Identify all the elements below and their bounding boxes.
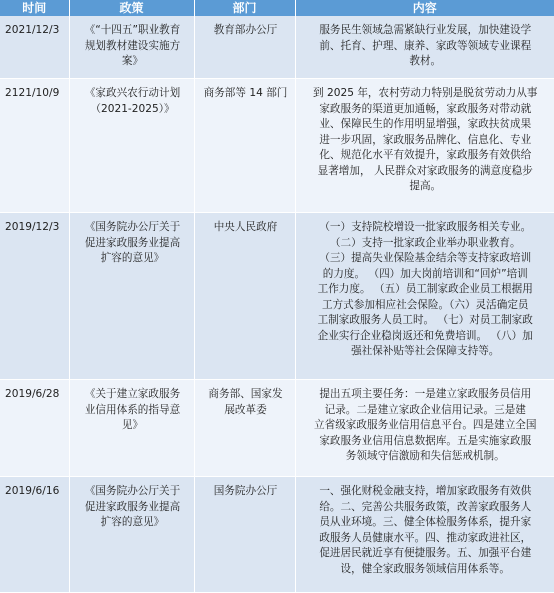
policy-line: 《国务院办公厅关于 — [84, 221, 181, 233]
header-content: 内容 — [295, 0, 554, 16]
content-line: 务领域守信激励和失信惩戒机制。 — [345, 450, 505, 462]
policy-line: 《国务院办公厅关于 — [84, 485, 181, 497]
content-line: 一、强化财税金融支持，增加家政服务有效供 — [319, 485, 532, 497]
content-line: 提出五项主要任务：一是建立家政服务员信用 — [319, 388, 532, 400]
content-line: 员从业环境。三、健全体检服务体系，提升家 — [319, 516, 532, 528]
cell-content — [295, 79, 554, 213]
content-line: 前、托育、护理、康养、家政等领域专业课程 — [319, 39, 532, 52]
header-department: 部门 — [194, 0, 295, 16]
content-line: （二）支持一批家政企业举办职业教育。 — [329, 236, 521, 249]
cell-department — [194, 380, 295, 477]
cell-policy — [69, 380, 194, 477]
cell-time: 2019/12/3 — [0, 213, 69, 380]
content-line: 显著增加， 人民群众对家政服务的满意度稳步 — [317, 164, 533, 177]
cell-time: 2121/10/9 — [0, 79, 69, 213]
content-line: （一）支持院校增设一批家政服务相关专业。 — [319, 221, 532, 233]
content-line: 提高。 — [409, 180, 442, 192]
content-line: 设，健全家政服务领域信用体系等。 — [340, 562, 510, 575]
table-row — [0, 380, 554, 477]
department-line: 教育部办公厅 — [213, 24, 278, 36]
cell-content — [295, 16, 554, 79]
policy-line: （2021-2025）》 — [90, 102, 175, 115]
policy-line: 促进家政服务业提高 — [84, 236, 181, 249]
cell-department — [194, 477, 295, 593]
content-line: 到 2025 年，农村劳动力特别是脱贫劳动力从事 — [313, 87, 538, 99]
department-line: 商务部、国家发 — [208, 388, 283, 400]
content-line: 教材。 — [409, 55, 442, 67]
table-row — [0, 213, 554, 380]
policy-line: 促进家政服务业提高 — [84, 500, 181, 513]
cell-time: 2021/12/3 — [0, 16, 69, 79]
content-line: 给。二、完善公共服务政策，改善家政服务人 — [319, 500, 532, 513]
policy-line: 《关于建立家政服务 — [84, 388, 181, 400]
policy-line: 规划教材建设实施方 — [84, 39, 181, 52]
cell-department — [194, 213, 295, 380]
header-policy: 政策 — [69, 0, 194, 16]
policy-line: 《家政兴农行动计划 — [84, 87, 181, 99]
table-header-row — [0, 0, 554, 16]
content-line: 工作力度。 （五）员工制家政企业员工根据用 — [317, 283, 533, 295]
department-line: 中央人民政府 — [213, 221, 278, 233]
policy-line: 业信用体系的指导意 — [84, 403, 181, 416]
content-line: 业、保障民生的作用明显增强，家政扶贫成果 — [319, 118, 532, 130]
cell-department — [194, 16, 295, 79]
cell-policy — [69, 79, 194, 213]
policy-line: 扩容的意见》 — [100, 252, 165, 264]
content-line: 进一步巩固，家政服务品牌化、信息化、专业 — [319, 133, 532, 146]
content-line: 强社保补贴等社会保障支持等。 — [351, 345, 500, 357]
content-line: 化、规范化水平有效提升，家政服务有效供给 — [319, 149, 532, 161]
content-line: （三）提高失业保险基金结余等支持家政培训 — [319, 252, 532, 264]
table-row — [0, 477, 554, 593]
cell-time: 2019/6/28 — [0, 380, 69, 477]
header-time: 时间 — [0, 0, 69, 16]
content-line: 的力度。 （四）加大岗前培训和“回炉”培训 — [322, 267, 528, 280]
cell-policy — [69, 477, 194, 593]
content-line: 工制家政服务人员工时。 （七）对员工制家政 — [317, 314, 533, 326]
content-line: 记录。二是建立家政企业信用记录。三是建 — [324, 403, 526, 416]
content-line: 家政服务的渠道更加通畅，家政服务对带动就 — [319, 102, 532, 115]
content-line: 工方式参加相应社会保险。（六）灵活确定员 — [321, 298, 529, 311]
cell-content — [295, 477, 554, 593]
cell-content — [295, 380, 554, 477]
cell-department — [194, 79, 295, 213]
content-line: 立省级家政服务业信用信息平台。四是建立全国 — [314, 419, 537, 431]
cell-time: 2019/6/16 — [0, 477, 69, 593]
policy-line: 扩容的意见》 — [100, 516, 165, 528]
table-row — [0, 79, 554, 213]
department-line: 展改革委 — [224, 403, 267, 416]
policy-line: 案》 — [121, 55, 144, 67]
cell-policy — [69, 16, 194, 79]
content-line: 促进居民就近享有便捷服务。五、加强平台建 — [319, 547, 532, 559]
cell-content — [295, 213, 554, 380]
content-line: 家政服务业信用信息数据库。五是实施家政服 — [319, 434, 532, 447]
cell-policy — [69, 213, 194, 380]
table-row — [0, 16, 554, 79]
content-line: 企业实行企业稳岗返还和免费培训。 （八）加 — [317, 329, 533, 342]
policy-line: 见》 — [121, 419, 144, 431]
policy-line: 《“十四五”职业教育 — [84, 24, 181, 36]
department-line: 商务部等 14 部门 — [203, 87, 288, 99]
content-line: 服务民生领域急需紧缺行业发展，加快建设学 — [319, 24, 532, 36]
content-line: 政服务人员健康水平。四、推动家政进社区， — [319, 531, 532, 544]
department-line: 国务院办公厅 — [213, 485, 278, 497]
